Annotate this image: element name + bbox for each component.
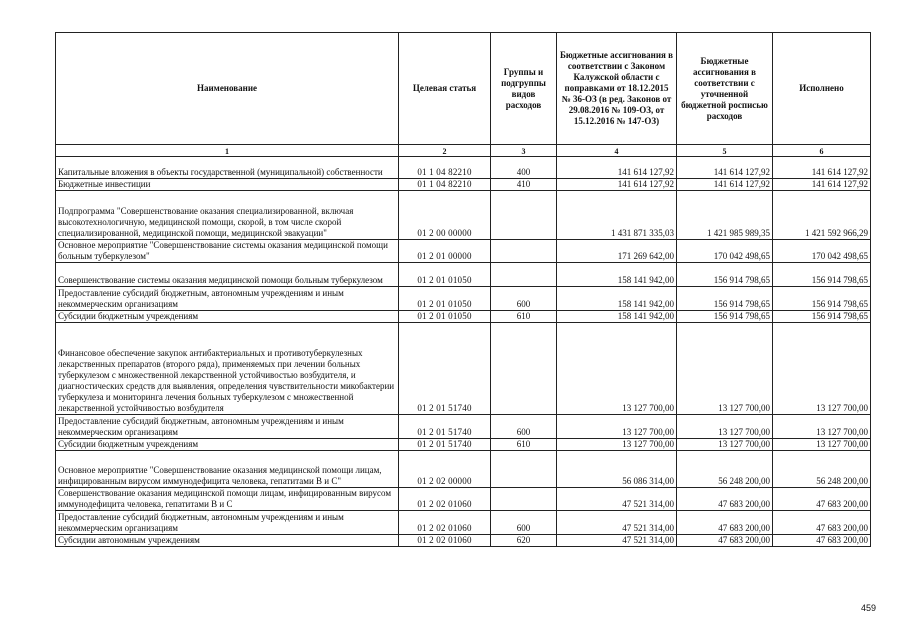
row-executed: 170 042 498,65 bbox=[773, 240, 871, 263]
row-executed: 156 914 798,65 bbox=[773, 287, 871, 311]
row-refined: 56 248 200,00 bbox=[677, 451, 773, 488]
row-refined: 141 614 127,92 bbox=[677, 157, 773, 179]
row-refined: 47 683 200,00 bbox=[677, 535, 773, 547]
row-target-article: 01 2 01 01050 bbox=[399, 311, 491, 323]
row-expense-group: 410 bbox=[491, 179, 557, 191]
row-expense-group bbox=[491, 191, 557, 240]
row-executed: 13 127 700,00 bbox=[773, 415, 871, 439]
row-expense-group: 600 bbox=[491, 415, 557, 439]
row-target-article: 01 2 02 01060 bbox=[399, 488, 491, 511]
table-row bbox=[56, 157, 871, 179]
column-number: 3 bbox=[491, 145, 557, 157]
row-expense-group bbox=[491, 240, 557, 263]
row-executed: 13 127 700,00 bbox=[773, 439, 871, 451]
header-budget-refined: Бюджетные ассигнования в соответствии с уточненной бюджетной росписью расходов bbox=[677, 33, 773, 145]
table-row bbox=[56, 488, 871, 511]
row-executed: 141 614 127,92 bbox=[773, 179, 871, 191]
row-executed: 156 914 798,65 bbox=[773, 263, 871, 287]
row-assigned: 141 614 127,92 bbox=[557, 157, 677, 179]
row-assigned: 158 141 942,00 bbox=[557, 311, 677, 323]
header-row bbox=[56, 33, 871, 145]
row-refined: 141 614 127,92 bbox=[677, 179, 773, 191]
row-executed: 47 683 200,00 bbox=[773, 511, 871, 535]
row-executed: 1 421 592 966,29 bbox=[773, 191, 871, 240]
row-target-article: 01 2 01 00000 bbox=[399, 240, 491, 263]
header-expense-groups: Группы и подгруппы видов расходов bbox=[491, 33, 557, 145]
table-row bbox=[56, 451, 871, 488]
row-name: Субсидии автономным учреждениям bbox=[56, 535, 399, 547]
row-expense-group bbox=[491, 323, 557, 415]
row-expense-group bbox=[491, 451, 557, 488]
row-assigned: 13 127 700,00 bbox=[557, 323, 677, 415]
budget-sheet bbox=[55, 32, 870, 547]
row-target-article: 01 2 01 01050 bbox=[399, 263, 491, 287]
row-name: Субсидии бюджетным учреждениям bbox=[56, 311, 399, 323]
row-expense-group: 600 bbox=[491, 287, 557, 311]
row-target-article: 01 2 02 00000 bbox=[399, 451, 491, 488]
row-refined: 47 683 200,00 bbox=[677, 488, 773, 511]
header-executed: Исполнено bbox=[773, 33, 871, 145]
column-number: 1 bbox=[56, 145, 399, 157]
budget-table bbox=[55, 32, 871, 547]
row-refined: 156 914 798,65 bbox=[677, 287, 773, 311]
row-refined: 47 683 200,00 bbox=[677, 511, 773, 535]
page-number: 459 bbox=[861, 603, 877, 613]
row-expense-group: 400 bbox=[491, 157, 557, 179]
header-budget-law: Бюджетные ассигнования в соответствии с Законом Калужской области с поправками от 18.12.2015 № 36-ОЗ (в ред. Законов от 29.08.2016 № 109-ОЗ, от 15.12.2016 № 147-ОЗ) bbox=[557, 33, 677, 145]
table-row bbox=[56, 511, 871, 535]
table-row bbox=[56, 179, 871, 191]
row-assigned: 141 614 127,92 bbox=[557, 179, 677, 191]
row-executed: 156 914 798,65 bbox=[773, 311, 871, 323]
row-expense-group bbox=[491, 488, 557, 511]
row-executed: 47 683 200,00 bbox=[773, 488, 871, 511]
row-name: Совершенствование оказания медицинской помощи лицам, инфицированным вирусом иммунодефицита человека, гепатитами В и С bbox=[56, 488, 399, 511]
row-expense-group bbox=[491, 263, 557, 287]
row-expense-group: 600 bbox=[491, 511, 557, 535]
row-executed: 47 683 200,00 bbox=[773, 535, 871, 547]
table-row bbox=[56, 535, 871, 547]
row-assigned: 1 431 871 335,03 bbox=[557, 191, 677, 240]
table-row bbox=[56, 311, 871, 323]
table-row bbox=[56, 287, 871, 311]
column-number: 6 bbox=[773, 145, 871, 157]
column-number: 2 bbox=[399, 145, 491, 157]
row-assigned: 13 127 700,00 bbox=[557, 439, 677, 451]
column-number: 4 bbox=[557, 145, 677, 157]
row-executed: 141 614 127,92 bbox=[773, 157, 871, 179]
column-number: 5 bbox=[677, 145, 773, 157]
row-assigned: 47 521 314,00 bbox=[557, 535, 677, 547]
row-refined: 13 127 700,00 bbox=[677, 323, 773, 415]
row-expense-group: 620 bbox=[491, 535, 557, 547]
row-target-article: 01 2 01 51740 bbox=[399, 439, 491, 451]
row-name: Субсидии бюджетным учреждениям bbox=[56, 439, 399, 451]
row-name: Подпрограмма "Совершенствование оказания специализированной, включая высокотехнологичную, медицинской помощи, скорой, в том числе скорой специализированной, медицинской помощи, медицинской эвакуации" bbox=[56, 191, 399, 240]
header-name: Наименование bbox=[56, 33, 399, 145]
row-target-article: 01 2 00 00000 bbox=[399, 191, 491, 240]
table-row bbox=[56, 323, 871, 415]
row-name: Бюджетные инвестиции bbox=[56, 179, 399, 191]
row-refined: 156 914 798,65 bbox=[677, 311, 773, 323]
row-assigned: 13 127 700,00 bbox=[557, 415, 677, 439]
row-assigned: 158 141 942,00 bbox=[557, 263, 677, 287]
row-refined: 13 127 700,00 bbox=[677, 415, 773, 439]
row-assigned: 47 521 314,00 bbox=[557, 488, 677, 511]
row-target-article: 01 2 02 01060 bbox=[399, 535, 491, 547]
row-target-article: 01 1 04 82210 bbox=[399, 157, 491, 179]
table-row bbox=[56, 439, 871, 451]
column-number-row bbox=[56, 145, 871, 157]
row-assigned: 56 086 314,00 bbox=[557, 451, 677, 488]
row-refined: 156 914 798,65 bbox=[677, 263, 773, 287]
row-target-article: 01 2 01 01050 bbox=[399, 287, 491, 311]
row-expense-group: 610 bbox=[491, 439, 557, 451]
row-target-article: 01 2 01 51740 bbox=[399, 323, 491, 415]
row-name: Основное мероприятие "Совершенствование оказания медицинской помощи лицам, инфицированным вирусом иммунодефицита человека, гепатитами В и С" bbox=[56, 451, 399, 488]
table-row bbox=[56, 263, 871, 287]
row-name: Предоставление субсидий бюджетным, автономным учреждениям и иным некоммерческим организациям bbox=[56, 287, 399, 311]
row-executed: 13 127 700,00 bbox=[773, 323, 871, 415]
row-target-article: 01 1 04 82210 bbox=[399, 179, 491, 191]
row-target-article: 01 2 02 01060 bbox=[399, 511, 491, 535]
table-row bbox=[56, 415, 871, 439]
row-refined: 13 127 700,00 bbox=[677, 439, 773, 451]
row-expense-group: 610 bbox=[491, 311, 557, 323]
header-target-article: Целевая статья bbox=[399, 33, 491, 145]
row-assigned: 158 141 942,00 bbox=[557, 287, 677, 311]
row-name: Основное мероприятие "Совершенствование системы оказания медицинской помощи больным туберкулезом" bbox=[56, 240, 399, 263]
table-row bbox=[56, 240, 871, 263]
row-name: Финансовое обеспечение закупок антибактериальных и противотуберкулезных лекарственных препаратов (второго ряда), применяемых при лечении больных туберкулезом с множественной лекарственной устойчивостью возбудителя, и диагностических средств для выявления, определения чувствительности микобактерии туберкулеза и мониторинга лечения больных туберкулезом с множественной лекарственной устойчивостью возбудителя bbox=[56, 323, 399, 415]
row-name: Предоставление субсидий бюджетным, автономным учреждениям и иным некоммерческим организациям bbox=[56, 511, 399, 535]
row-refined: 1 421 985 989,35 bbox=[677, 191, 773, 240]
row-name: Предоставление субсидий бюджетным, автономным учреждениям и иным некоммерческим организациям bbox=[56, 415, 399, 439]
row-refined: 170 042 498,65 bbox=[677, 240, 773, 263]
row-target-article: 01 2 01 51740 bbox=[399, 415, 491, 439]
row-assigned: 171 269 642,00 bbox=[557, 240, 677, 263]
row-name: Капитальные вложения в объекты государственной (муниципальной) собственности bbox=[56, 157, 399, 179]
table-row bbox=[56, 191, 871, 240]
row-assigned: 47 521 314,00 bbox=[557, 511, 677, 535]
row-name: Совершенствование системы оказания медицинской помощи больным туберкулезом bbox=[56, 263, 399, 287]
row-executed: 56 248 200,00 bbox=[773, 451, 871, 488]
